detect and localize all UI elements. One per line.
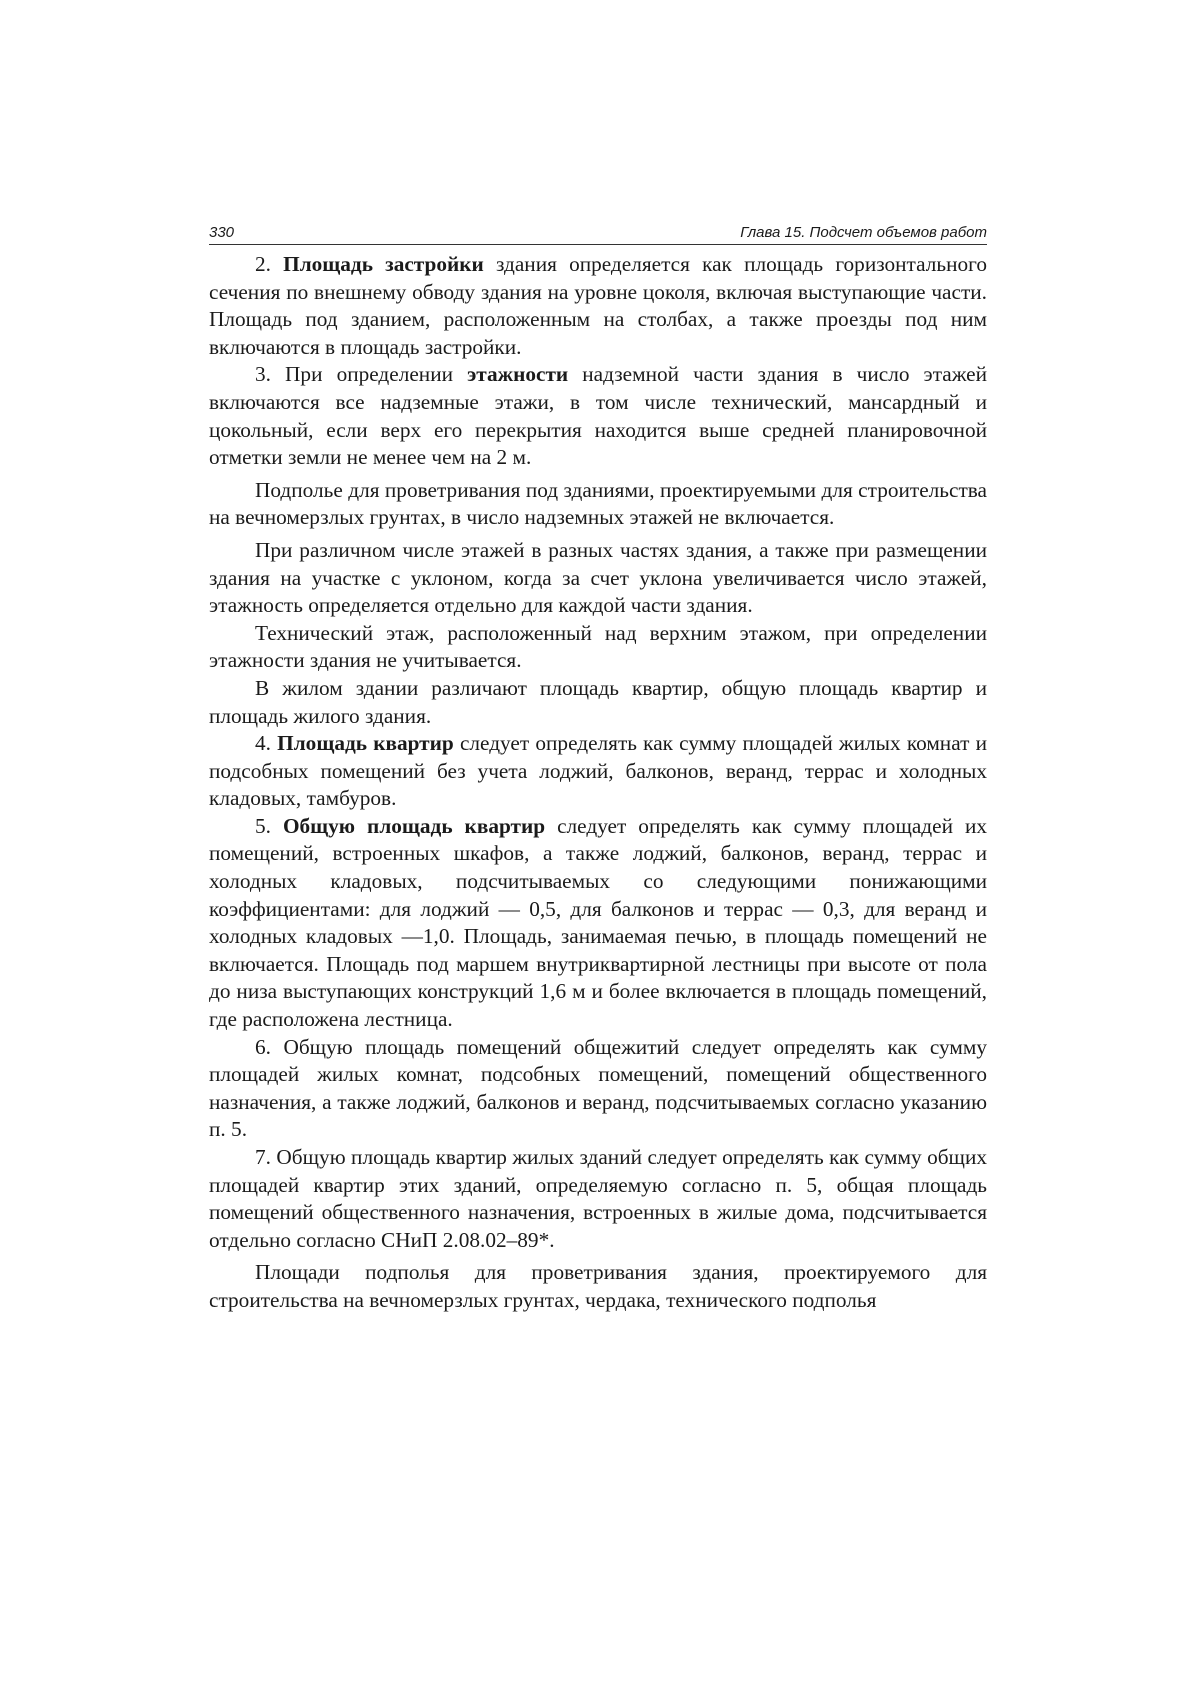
- paragraph-technical-floor: Технический этаж, расположенный над верхним этажом, при определении этажности здания не учитывается.: [209, 620, 987, 673]
- paragraph-text: следует определять как сумму площадей жилых комнат и подсобных помещений без учета лоджий, балконов, веранд, террас и холодных кладовых, тамбуров.: [209, 731, 988, 811]
- paragraph-dormitory-area: 6. Общую площадь помещений общежитий следует определять как сумму площадей жилых комнат, подсобных помещений, помещений общественного назначения, а также лоджий, балконов и веранд, подсчитываемых согласно указанию п. 5.: [209, 1034, 987, 1142]
- term-building-footprint: Площадь застройки: [283, 252, 484, 276]
- paragraph-underfloor-attic: Площади подполья для проветривания здания, проектируемого для строительства на вечномерзлых грунтах, чердака, технического подполья: [209, 1260, 987, 1312]
- paragraph-ventilated-underfloor: Подполье для проветривания под зданиями, проектируемыми для строительства на вечномерзлых грунтах, в число надземных этажей не включается.: [209, 477, 987, 530]
- paragraph-total-apartment-area: [209, 813, 987, 1034]
- paragraph-text: следует определять как сумму площадей их помещений, встроенных шкафов, а также лоджий, балконов, веранд, террас и холодных кладовых, подсчитываемых со следующими понижающими коэффициентами: для лоджий — 0,5, для балконов и террас — 0,3, для веранд и холодных кладовых —1,0. Площадь, занимаемая печью, в площадь помещений не включается. Площадь под маршем внутриквартирной лестницы при высоте от пола до низа выступающих конструкций 1,6 м и более включается в площадь помещений, где расположена лестница.: [209, 813, 988, 1032]
- paragraph-lead: 4.: [255, 731, 278, 756]
- paragraph-apartment-area: [209, 730, 987, 813]
- paragraph-residential-buildings-area: 7. Общую площадь квартир жилых зданий следует определять как сумму общих площадей квартир этих зданий, определяемую согласно п. 5, общая площадь помещений общественного назначения, встроенных в жилые дома, подсчитывается отдельно согласно СНиП 2.08.02–89*.: [209, 1145, 987, 1252]
- paragraph-lead: 5.: [255, 813, 283, 838]
- term-total-apartment-area: Общую площадь квартир: [282, 813, 546, 838]
- paragraph-text: здания определяется как площадь горизонтального сечения по внешнему обводу здания на уровне цоколя, включая выступающие части. Площадь под зданием, расположенным на столбах, а также проезды под ним включаются в площадь застройки.: [209, 252, 987, 359]
- term-apartment-area: Площадь квартир: [277, 731, 454, 756]
- paragraph-residential-areas: В жилом здании различают площадь квартир, общую площадь квартир и площадь жилого здания.: [209, 675, 987, 728]
- running-header: [209, 222, 987, 245]
- book-page: [209, 222, 987, 1315]
- body-text: [209, 251, 987, 1315]
- paragraph-lead: 2.: [255, 252, 284, 276]
- paragraph-different-storeys: При различном числе этажей в разных частях здания, а также при размещении здания на участке с уклоном, когда за счет уклона увеличивается число этажей, этажность определяется отдельно для каждой части здания.: [209, 537, 987, 618]
- paragraph-storeys: [209, 361, 987, 471]
- paragraph-building-footprint: [209, 251, 987, 361]
- paragraph-lead: 3. При определении: [255, 362, 468, 387]
- chapter-title: Глава 15. Подсчет объемов работ: [740, 224, 987, 241]
- paragraph-text: надземной части здания в число этажей включаются все надземные этажи, в том числе технический, мансардный и цокольный, если верх его перекрытия находится выше средней планировочной отметки земли не менее чем на 2 м.: [209, 362, 987, 470]
- page-number: 330: [209, 224, 235, 241]
- term-storeys: этажности: [467, 362, 569, 387]
